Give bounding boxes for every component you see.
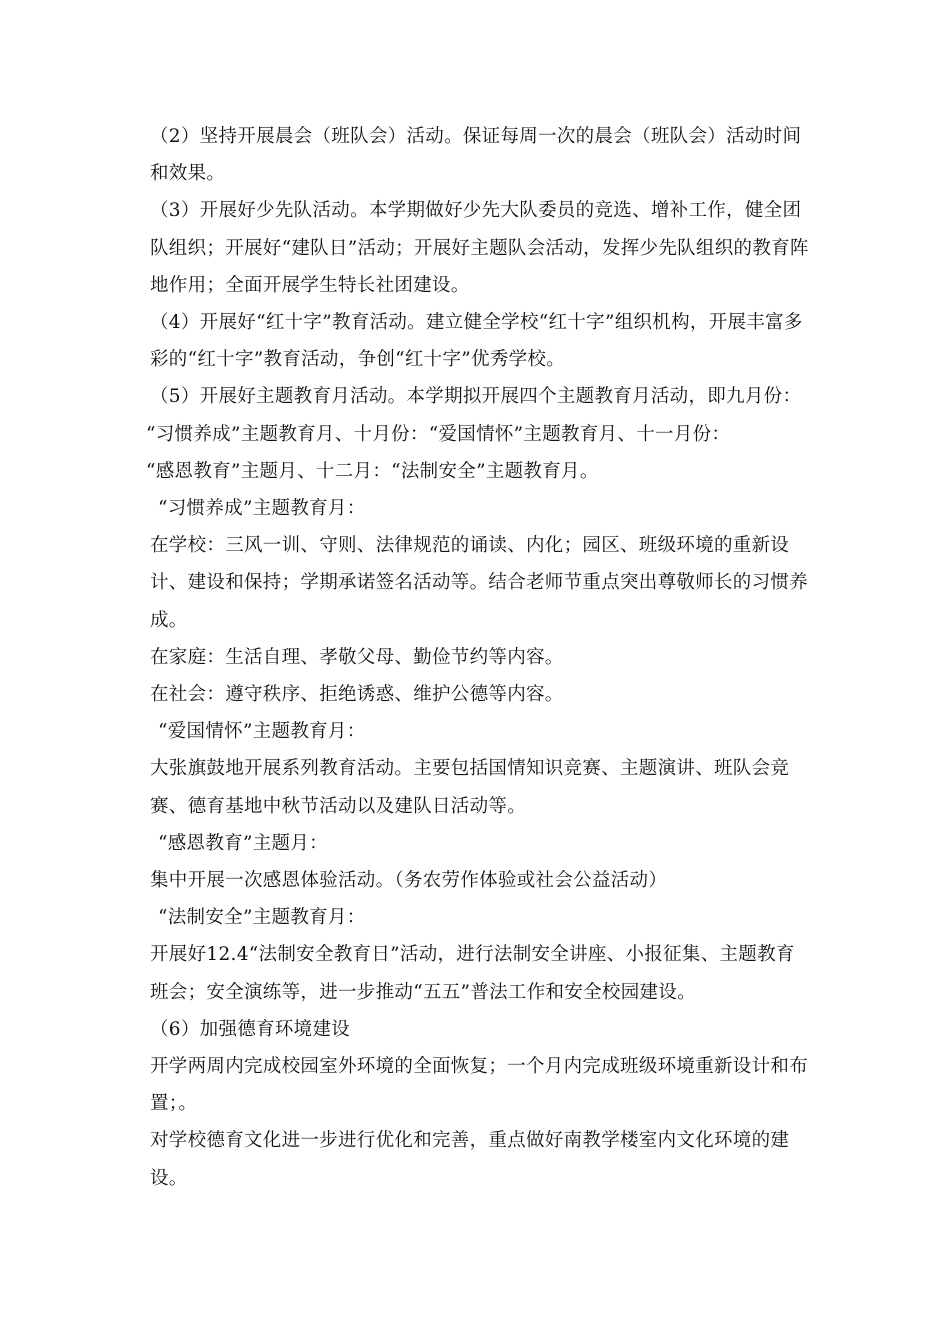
paragraph-young-pioneers: （3）开展好少先队活动。本学期做好少先大队委员的竞选、增补工作，健全团队组织；开展好“建队日”活动；开展好主题队会活动，发挥少先队组织的教育阵地作用；全面开展学生特长社团建设。 [150, 200, 809, 296]
paragraph-theme-month-intro: （5）开展好主题教育月活动。本学期拟开展四个主题教育月活动，即九月份： [150, 386, 802, 408]
heading-habit-month: “习惯养成”主题教育月： [158, 498, 366, 520]
paragraph-in-society: 在社会：遵守秩序、拒绝诱惑、维护公德等内容。 [150, 684, 564, 706]
paragraph-gratitude-activity: 集中开展一次感恩体验活动。（务农劳作体验或社会公益活动） [150, 870, 668, 892]
heading-patriotism-month: “爱国情怀”主题教育月： [158, 721, 366, 743]
paragraph-environment-restore: 开学两周内完成校园室外环境的全面恢复；一个月内完成班级环境重新设计和布置；。 [150, 1056, 809, 1115]
paragraph-theme-month-list-1: “习惯养成”主题教育月、十月份：“爱国情怀”主题教育月、十一月份： [146, 423, 731, 445]
paragraph-patriotism-activities: 大张旗鼓地开展系列教育活动。主要包括国情知识竞赛、主题演讲、班队会竞赛、德育基地中秋节活动以及建队日活动等。 [150, 758, 790, 817]
document-body [140, 118, 812, 1197]
paragraph-environment-heading: （6）加强德育环境建设 [150, 1018, 351, 1040]
paragraph-at-home: 在家庭：生活自理、孝敬父母、勤俭节约等内容。 [150, 646, 564, 668]
paragraph-culture-optimize: 对学校德育文化进一步进行优化和完善，重点做好南教学楼室内文化环境的建设。 [150, 1130, 790, 1189]
paragraph-theme-month-list-2: “感恩教育”主题月、十二月：“法制安全”主题教育月。 [146, 460, 599, 482]
paragraph-at-school: 在学校：三风一训、守则、法律规范的诵读、内化；园区、班级环境的重新设计、建设和保持；学期承诺签名活动等。结合老师节重点突出尊敬师长的习惯养成。 [150, 535, 809, 631]
paragraph-red-cross: （4）开展好“红十字”教育活动。建立健全学校“红十字”组织机构，开展丰富多彩的“红十字”教育活动，争创“红十字”优秀学校。 [150, 312, 803, 371]
heading-legal-safety-month: “法制安全”主题教育月： [158, 907, 366, 929]
heading-gratitude-month: “感恩教育”主题月： [158, 832, 328, 854]
paragraph-morning-meeting: （2）坚持开展晨会（班队会）活动。保证每周一次的晨会（班队会）活动时间和效果。 [150, 126, 802, 185]
paragraph-legal-safety-activities: 开展好12.4“法制安全教育日”活动，进行法制安全讲座、小报征集、主题教育班会；安全演练等，进一步推动“五五”普法工作和安全校园建设。 [150, 944, 795, 1003]
